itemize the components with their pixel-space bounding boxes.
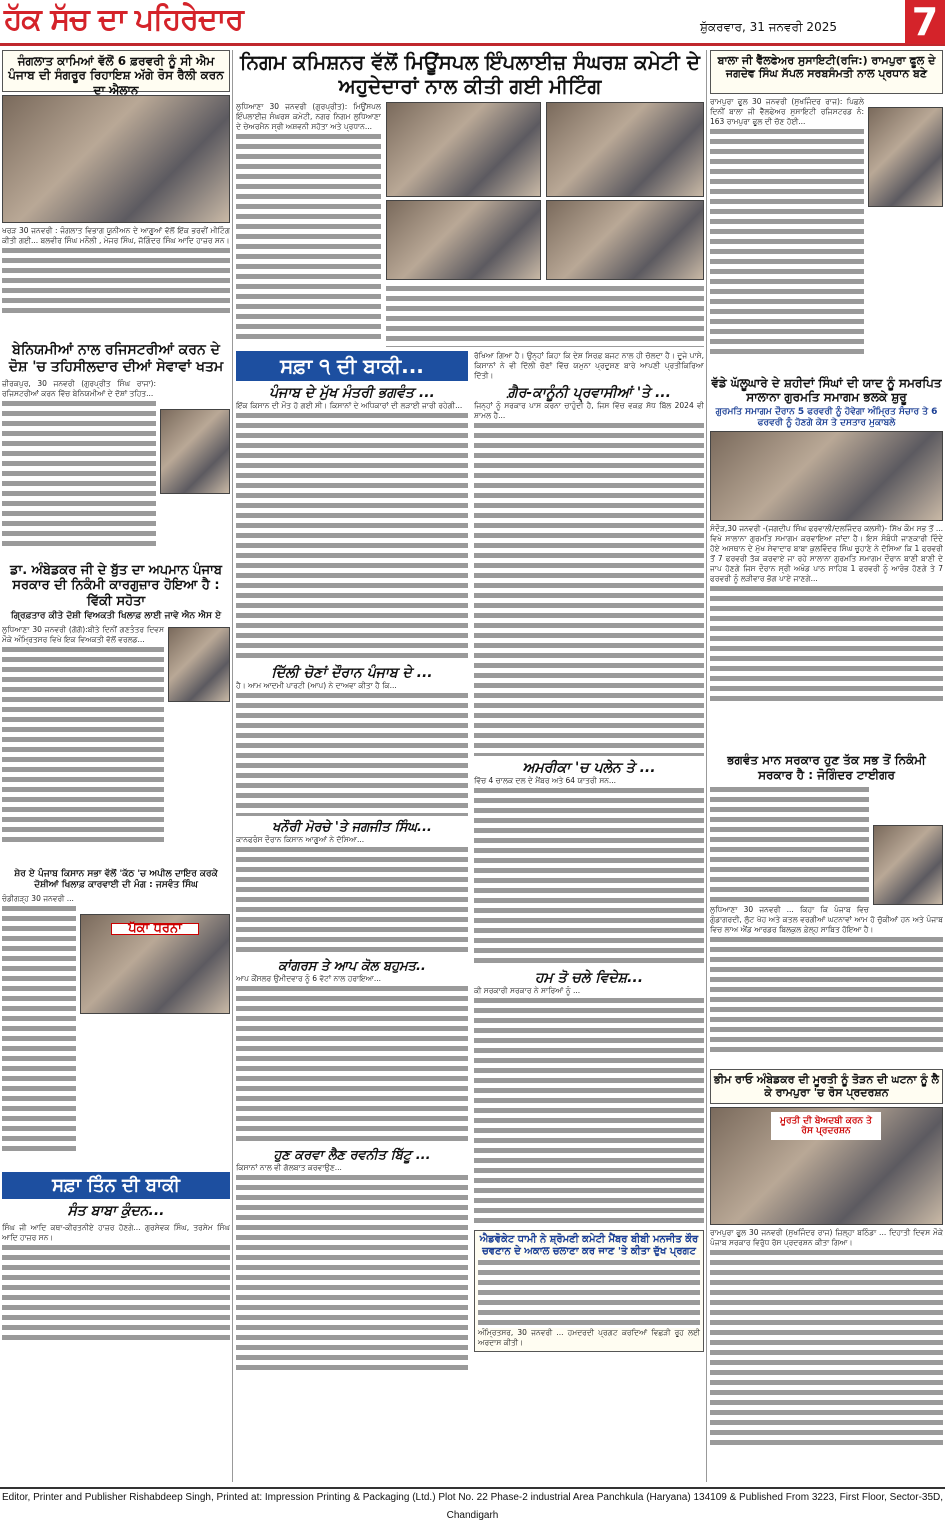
left-column [2, 50, 230, 1482]
publisher-footer: Editor, Printer and Publisher Rishabdeep Singh, Printed at: Impression Printing & Packaging (Ltd.) Plot No. 22 Phase-2 industrial Area Panchkula (Haryana) 134109 & Published From 3223, First Floor, Sector-35D, Chandigarh [0, 1487, 945, 1507]
article-body [710, 785, 943, 1065]
newspaper-logo: ਹੱਕ ਸੱਚ ਦਾ ਪਹਿਰੇਦਾਰ [4, 2, 243, 37]
article-body [236, 401, 468, 661]
article-body [710, 97, 943, 372]
article-body [2, 226, 230, 336]
headline-congress-aap: ਕਾਂਗਰਸ ਤੇ ਆਪ ਕੋਲ ਬਹੁਮਤ.. [278, 959, 426, 974]
obituary-box [474, 1230, 704, 1352]
article-body [474, 401, 704, 756]
headline-illegal-immigrants: ਗ਼ੈਰ-ਕਾਨੂੰਨੀ ਪ੍ਰਵਾਸੀਆਂ 'ਤੇ ... [507, 385, 671, 401]
meeting-photo [546, 102, 704, 197]
headline-joginder-tiger: ਭਗਵੰਤ ਮਾਨ ਸਰਕਾਰ ਹੁਣ ਤੱਕ ਸਭ ਤੋਂ ਨਿਕੰਮੀ ਸਰਕਾਰ ਹੈ : ਜੋਗਿੰਦਰ ਟਾਈਗਰ [727, 753, 926, 782]
right-column [710, 50, 943, 1482]
middle-column [236, 50, 704, 1482]
protest-photo [710, 1107, 943, 1225]
protest-banner: ਪੱਕਾ ਧਰਨਾ [111, 923, 199, 935]
headline-khanauri-morcha: ਖਨੌਰੀ ਮੋਰਚੇ 'ਤੇ ਜਗਜੀਤ ਸਿੰਘ... [272, 820, 432, 835]
article-text: ਜਿਨ੍ਹਾਂ ਨੂੰ ਸਰਕਾਰ ਪਾਸ ਕਰਨਾ ਚਾਹੁੰਦੀ ਹੈ, ਜਿਸ ਵਿੱਚ ਵਕਫ਼ ਸੋਧ ਬਿੱਲ 2024 ਵੀ ਸ਼ਾਮਲ ਹੈ... [474, 401, 704, 420]
article-body [236, 1163, 468, 1373]
headline-kisan-sabha: ਸ਼ੇਰ ਏ ਪੰਜਾਬ ਕਿਸਾਨ ਸਭਾ ਵੱਲੋਂ 'ਕੱਠ 'ਚ ਅਪੀਲ ਦਾਇਰ ਕਰਕੇ ਦੋਸ਼ੀਆਂ ਖਿਲਾਫ਼ ਕਾਰਵਾਈ ਦੀ ਮੰਗ : ਜਸਵੰਤ ਸਿੰਘ [14, 869, 218, 890]
article-body [236, 835, 468, 955]
headline-sant-baba: ਸੰਤ ਬਾਬਾ ਕੁੰਦਨ... [67, 1202, 165, 1219]
article-text: ਸੰਦੌੜ,30 ਜਨਵਰੀ -(ਜਗਦੀਪ ਸਿੰਘ ਫਰਵਾਲੀ/ਦਲਜਿੰਦਰ ਕਲਸੀ)- ਸਿੱਖ ਕੌਮ ਸਭ ਤੋਂ ... ਵਿਖੇ ਸਾਲਾਨਾ ਗੁਰਮਤਿ ਸਮਾਗਮ ਕਰਵਾਇਆ ਜਾਂਦਾ ਹੈ। ਇਸ ਸੰਬੰਧੀ ਜਾਣਕਾਰੀ ਦਿੰਦੇ ਹੋਏ ਅਸਥਾਨ ਦੇ ਮੁੱਖ ਸੇਵਾਦਾਰ ਬਾਬਾ ਕੁਲਵਿੰਦਰ ਸਿੰਘ ਚੂਹਾਣੇ ਨੇ ਦੱਸਿਆ ਕਿ 1 ਫਰਵਰੀ ਤੋਂ 7 ਫਰਵਰੀ ਤੱਕ ਕਰਵਾਏ ਜਾ ਰਹੇ ਸਾਲਾਨਾ ਗੁਰਮਤਿ ਸਮਾਗਮ ਦੌਰਾਨ ਬਾਣੀ ਬਾਣੀ ਦੇ ਜਾਪ ਹੋਣਗੇ ਜਿਸ ਦੌਰਾਨ ਸ੍ਰੀ ਅਖੰਡ ਪਾਠ ਸਾਹਿਬ 1 ਫਰਵਰੀ ਨੂੰ ਆਰੰਭ ਹੋਣਗੇ ਤੇ 7 ਫਰਵਰੀ ਨੂੰ ਲੜੀਵਾਰ ਭੋਗ ਪਾਏ ਜਾਣਗੇ... [710, 524, 943, 584]
article-body [710, 524, 943, 749]
sikh-leaders-photo [710, 431, 943, 521]
headline-bala-ji-society: ਬਾਲਾ ਜੀ ਵੈੱਲਫੇਅਰ ਸੁਸਾਇਟੀ(ਰਜਿ:) ਰਾਮਪੁਰਾ ਫੂਲ ਦੇ ਜਗਦੇਵ ਸਿੰਘ ਸੱਪਲ ਸਰਬਸੰਮਤੀ ਨਾਲ ਪ੍ਰਧਾਨ ਬਣੇ [710, 50, 943, 94]
protest-photo [80, 914, 230, 1014]
article-body [2, 894, 230, 1164]
article-text: ਲੁਧਿਆਣਾ 30 ਜਨਵਰੀ (ਗੋਗੋ):ਬੀਤੇ ਦਿਨੀਂ ਗਣਤੰਤਰ ਦਿਵਸ ਮੌਕੇ ਅੰਮ੍ਰਿਤਸਰ ਵਿਖੇ ਇਕ ਵਿਅਕਤੀ ਵੱਲੋਂ ਵਰਲਡ... [2, 625, 164, 645]
article-text: ਰਾਮਪੁਰਾ ਫੂਲ 30 ਜਨਵਰੀ (ਸੁਖਜਿੰਦਰ ਰਾਜ): ਪਿਛਲੇ ਦਿਨੀਂ ਬਾਲਾ ਜੀ ਵੈੱਲਫੇਅਰ ਸੁਸਾਇਟੀ ਰਜਿਸਟਰਡ ਨੰ: 163 ਰਾਮਪੁਰਾ ਫੂਲ ਦੀ ਚੋਣ ਹੋਈ... [710, 97, 864, 126]
headline-dhami-condolence: ਐਡਵੋਕੇਟ ਧਾਮੀ ਨੇ ਸ਼੍ਰੋਮਣੀ ਕਮੇਟੀ ਮੈਂਬਰ ਬੀਬੀ ਮਨਜੀਤ ਕੌਰ ਚਵਣਾਨ ਦੇ ਅਕਾਲ ਚਲਾਣਾ ਕਰ ਜਾਣ 'ਤੇ ਕੀਤਾ ਦੁੱਖ ਪ੍ਰਗਟ [479, 1234, 699, 1257]
headline-tehsildar: ਬੇਨਿਯਮੀਆਂ ਨਾਲ ਰਜਿਸਟਰੀਆਂ ਕਰਨ ਦੇ ਦੋਸ਼ 'ਚ ਤਹਿਸੀਲਦਾਰ ਦੀਆਂ ਸੇਵਾਵਾਂ ਖਤਮ [8, 342, 224, 375]
column-divider [706, 50, 707, 1482]
article-body [474, 776, 704, 966]
issue-date: ਸ਼ੁੱਕਰਵਾਰ, 31 ਜਨਵਰੀ 2025 [700, 20, 837, 34]
article-body [710, 1228, 943, 1448]
meeting-photo [386, 200, 541, 280]
headline-delhi-elections: ਦਿੱਲੀ ਚੋਣਾਂ ਦੌਰਾਨ ਪੰਜਾਬ ਦੇ ... [271, 665, 433, 681]
article-text: ਆਪ ਕੌਂਸਲਰ ਉਮੀਦਵਾਰ ਨੂੰ 6 ਵੋਟਾਂ ਨਾਲ ਹਰਾਇਆ... [236, 974, 381, 983]
article-body [2, 625, 230, 865]
article-text: ਲੁਧਿਆਣਾ 30 ਜਨਵਰੀ ... ਕਿਹਾ ਕਿ ਪੰਜਾਬ ਵਿਚ ਗੁੰਡਾਗਰਦੀ, ਲੁੱਟ ਖੋਹ ਅਤੇ ਕਤਲ ਵਰਗੀਆਂ ਘਟਨਾਵਾਂ ਆਮ ਹੋ ਚੁੱਕੀਆਂ ਹਨ ਅਤੇ ਪੰਜਾਬ ਵਿਚ ਲਾਅ ਐਂਡ ਆਰਡਰ ਬਿਲਕੁਲ ਫ਼ੇਲ੍ਹ ਸਾਬਿਤ ਹੋਇਆ ਹੈ। [710, 905, 943, 935]
article-body [2, 379, 230, 559]
article-body [478, 1258, 700, 1348]
article-text: ਕਿਸਾਨਾਂ ਨਾਲ ਵੀ ਗੱਲਬਾਤ ਕਰਵਾਉਣ... [236, 1163, 342, 1172]
column-divider [232, 50, 233, 1482]
article-text: ਰੱਖਿਆ ਗਿਆ ਹੈ। ਉਨ੍ਹਾਂ ਕਿਹਾ ਕਿ ਦੇਸ਼ ਸਿਰਫ਼ ਬਜਟ ਨਾਲ ਹੀ ਚੱਲਦਾ ਹੈ। ਦੂਜੇ ਪਾਸੇ, ਕਿਸਾਨਾਂ ਨੇ ਵੀ ਦਿੱਲੀ ਚੋਣਾਂ ਵਿੱਚ ਯਮੁਨਾ ਪ੍ਰਦੂਸ਼ਣ ਬਾਰੇ ਆਪਣੀ ਪ੍ਰਤੀਕਿਰਿਆ ਦਿੱਤੀ। [474, 351, 704, 380]
headline-america-plane: ਅਮਰੀਕਾ 'ਚ ਪਲੇਨ ਤੇ ... [522, 760, 656, 776]
article-text: ਲੁਧਿਆਣਾ 30 ਜਨਵਰੀ (ਗੁਰਪ੍ਰੀਤ): ਮਿਊਂਸਪਲ ਇੰਪਲਾਈਜ਼ ਸੰਘਰਸ਼ ਕਮੇਟੀ, ਨਗਰ ਨਿਗਮ ਲੁਧਿਆਣਾ ਦੇ ਚੇਅਰਮੈਨ ਸ੍ਰੀ ਅਸ਼ਵਨੀ ਸਹੋਤਾ ਅਤੇ ਪ੍ਰਧਾਨ... [236, 102, 381, 131]
continued-page-3-banner: ਸਫ਼ਾ ਤਿੰਨ ਦੀ ਬਾਕੀ [2, 1172, 230, 1199]
subheadline: ਗੁਰਮਤਿ ਸਮਾਗਮ ਦੌਰਾਨ 5 ਫਰਵਰੀ ਨੂੰ ਹੋਵੇਗਾ ਅੰਮ੍ਰਿਤ ਸੰਚਾਰ ਤੇ 6 ਫਰਵਰੀ ਨੂੰ ਹੋਣਗੇ ਕੇਸ ਤੇ ਦਸਤਾਰ ਮੁਕਾਬਲੇ [715, 406, 938, 428]
article-body [386, 284, 704, 347]
portrait-photo [160, 409, 230, 494]
article-text: ਹੈ। ਆਮ ਆਦਮੀ ਪਾਰਟੀ (ਆਪ) ਨੇ ਦਾਅਵਾ ਕੀਤਾ ਹੈ ਕਿ... [236, 681, 397, 690]
continued-page-1-banner: ਸਫ਼ਾ ੧ ਦੀ ਬਾਕੀ... [236, 351, 468, 381]
article-text: ਅੰਮ੍ਰਿਤਸਰ, 30 ਜਨਵਰੀ ... ਹਮਦਰਦੀ ਪ੍ਰਗਟ ਕਰਦਿਆਂ ਵਿਛੜੀ ਰੂਹ ਲਈ ਅਰਦਾਸ ਕੀਤੀ। [478, 1328, 700, 1347]
article-text: ਵਿੱਚ 4 ਚਾਲਕ ਦਲ ਦੇ ਮੈਂਬਰ ਅਤੇ 64 ਯਾਤਰੀ ਸਨ... [474, 776, 617, 785]
group-photo [2, 95, 230, 223]
article-text: ਕੀ ਸਰਕਾਰੀ ਸਰਕਾਰ ਨੇ ਸਾਰਿਆਂ ਨੂੰ ... [474, 986, 581, 995]
masthead [0, 0, 945, 46]
meeting-photo [546, 200, 704, 280]
article-body [236, 681, 468, 816]
portrait-photo [873, 825, 943, 905]
headline-gurmat-samagam: ਵੱਡੇ ਘੱਲੂਘਾਰੇ ਦੇ ਸ਼ਹੀਦਾਂ ਸਿੰਘਾਂ ਦੀ ਯਾਦ ਨੂੰ ਸਮਰਪਿਤ ਸਾਲਾਨਾ ਗੁਰਮਤਿ ਸਮਾਗਮ ਭਲਕੇ ਸ਼ੁਰੂ [711, 376, 942, 405]
article-text: ਸਿੰਘ ਜੀ ਆਦਿ ਕਥਾ-ਕੀਰਤਨੀਏ ਹਾਜ਼ਰ ਹੋਣਗੇ... ਗੁਰਸੇਵਕ ਸਿੰਘ, ਤਰਸੇਮ ਸਿੰਘ ਆਦਿ ਹਾਜ਼ਰ ਸਨ। [2, 1222, 230, 1242]
article-body [474, 986, 704, 1226]
headline-videsh: ਹਮ ਤੋ ਚਲੇ ਵਿਦੇਸ਼... [534, 970, 644, 986]
portrait-photo [168, 627, 230, 702]
headline-ravneet-bittu: ਹੁਣ ਕਰਵਾ ਲੈਣ ਰਵਨੀਤ ਬਿੱਟੂ ... [273, 1148, 431, 1163]
article-body [236, 974, 468, 1144]
portrait-photo [868, 107, 943, 207]
headline-ambedkar-protest: ਭੀਮ ਰਾਓ ਅੰਬੇਡਕਰ ਦੀ ਮੂਰਤੀ ਨੂੰ ਤੋੜਨ ਦੀ ਘਟਨਾ ਨੂੰ ਲੈ ਕੇ ਰਾਮਪੁਰਾ 'ਚ ਰੋਸ ਪ੍ਰਦਰਸ਼ਨ [710, 1069, 943, 1103]
article-body [2, 1223, 230, 1343]
meeting-photo [386, 102, 541, 197]
article-text: ਇੱਕ ਕਿਸਾਨ ਦੀ ਮੌਤ ਹੋ ਗਈ ਸੀ। ਕਿਸਾਨਾਂ ਦੇ ਅਧਿਕਾਰਾਂ ਦੀ ਲੜਾਈ ਜਾਰੀ ਰਹੇਗੀ... [236, 401, 463, 410]
lead-headline: ਨਿਗਮ ਕਮਿਸ਼ਨਰ ਵੱਲੋਂ ਮਿਊਂਸਪਲ ਇੰਪਲਾਈਜ਼ ਸੰਘਰਸ਼ ਕਮੇਟੀ ਦੇ ਅਹੁਦੇਦਾਰਾਂ ਨਾਲ ਕੀਤੀ ਗਈ ਮੀਟਿੰਗ [240, 50, 700, 98]
article-text: ਜ਼ੀਰਕਪੁਰ, 30 ਜਨਵਰੀ (ਗੁਰਪ੍ਰੀਤ ਸਿੰਘ ਰਾਜਾ): ਰਜਿਸਟਰੀਆਂ ਕਰਨ ਵਿੱਚ ਬੇਨਿਯਮੀਆਂ ਦੇ ਦੋਸ਼ਾਂ ਤਹਿਤ... [2, 378, 156, 398]
subheadline: ਗ੍ਰਿਫ਼ਤਾਰ ਕੀਤੇ ਦੋਸ਼ੀ ਵਿਅਕਤੀ ਖਿਲਾਫ਼ ਲਾਈ ਜਾਵੇ ਐਨ ਐਸ ਏ [10, 611, 222, 622]
article-body [236, 102, 381, 347]
article-text: ਕਾਨਫਰੰਸ ਦੌਰਾਨ ਕਿਸਾਨ ਆਗੂਆਂ ਨੇ ਦੱਸਿਆ... [236, 835, 365, 844]
continued-subcolumn-left [236, 351, 468, 1373]
headline-forest-workers: ਜੰਗਲਾਤ ਕਾਮਿਆਂ ਵੱਲੋਂ 6 ਫ਼ਰਵਰੀ ਨੂੰ ਸੀ ਐਮ ਪੰਜਾਬ ਦੀ ਸੰਗਰੂਰ ਰਿਹਾਇਸ਼ ਅੱਗੇ ਰੋਸ ਰੈਲੀ ਕਰਨ ਦਾ ਐਲਾਨ [2, 50, 230, 92]
lead-story [236, 102, 704, 347]
article-text: ਚੰਡੀਗੜ੍ਹ 30 ਜਨਵਰੀ ... [2, 893, 74, 903]
headline-ambedkar: ਡਾ. ਅੰਬੇਡਕਰ ਜੀ ਦੇ ਬੁੱਤ ਦਾ ਅਪਮਾਨ ਪੰਜਾਬ ਸਰਕਾਰ ਦੀ ਨਿਕੰਮੀ ਕਾਰਗੁਜ਼ਾਰ ਹੋਇਆ ਹੈ : ਵਿੱਕੀ ਸਹੋਤਾ [10, 562, 222, 609]
article-text: ਰਾਮਪੁਰਾ ਫੂਲ 30 ਜਨਵਰੀ (ਸੁਖਜਿੰਦਰ ਰਾਜ) ਜ਼ਿਲ੍ਹਾ ਬਠਿੰਡਾ ... ਦਿਹਾਤੀ ਦਿਵਸ ਮੌਕੇ ਪੰਜਾਬ ਸਰਕਾਰ ਵਿਰੁੱਧ ਰੋਸ ਪ੍ਰਦਰਸ਼ਨ ਕੀਤਾ ਗਿਆ। [710, 1227, 943, 1247]
page-number: 7 [905, 0, 945, 44]
article-text: ਖਰੜ 30 ਜਨਵਰੀ : ਜੰਗਲਾਤ ਵਿਭਾਗ ਯੂਨੀਅਨ ਦੇ ਆਗੂਆਂ ਵੱਲੋਂ ਇੱਕ ਭਰਵੀਂ ਮੀਟਿੰਗ ਕੀਤੀ ਗਈ... ਬਲਵੀਰ ਸਿੰਘ ਮਨੌਲੀ , ਮੇਜਰ ਸਿੰਘ, ਜੋਗਿੰਦਰ ਸਿੰਘ ਆਦਿ ਹਾਜ਼ਰ ਸਨ। [2, 226, 230, 245]
continued-subcolumn-right [474, 351, 704, 1373]
headline-cm-bhagwant: ਪੰਜਾਬ ਦੇ ਮੁੱਖ ਮੰਤਰੀ ਭਗਵੰਤ ... [269, 385, 435, 401]
protest-banner: ਮੂਰਤੀ ਦੀ ਬੇਅਦਬੀ ਕਰਨ ਤੇ ਰੋਸ ਪ੍ਰਦਰਸ਼ਨ [771, 1112, 881, 1140]
